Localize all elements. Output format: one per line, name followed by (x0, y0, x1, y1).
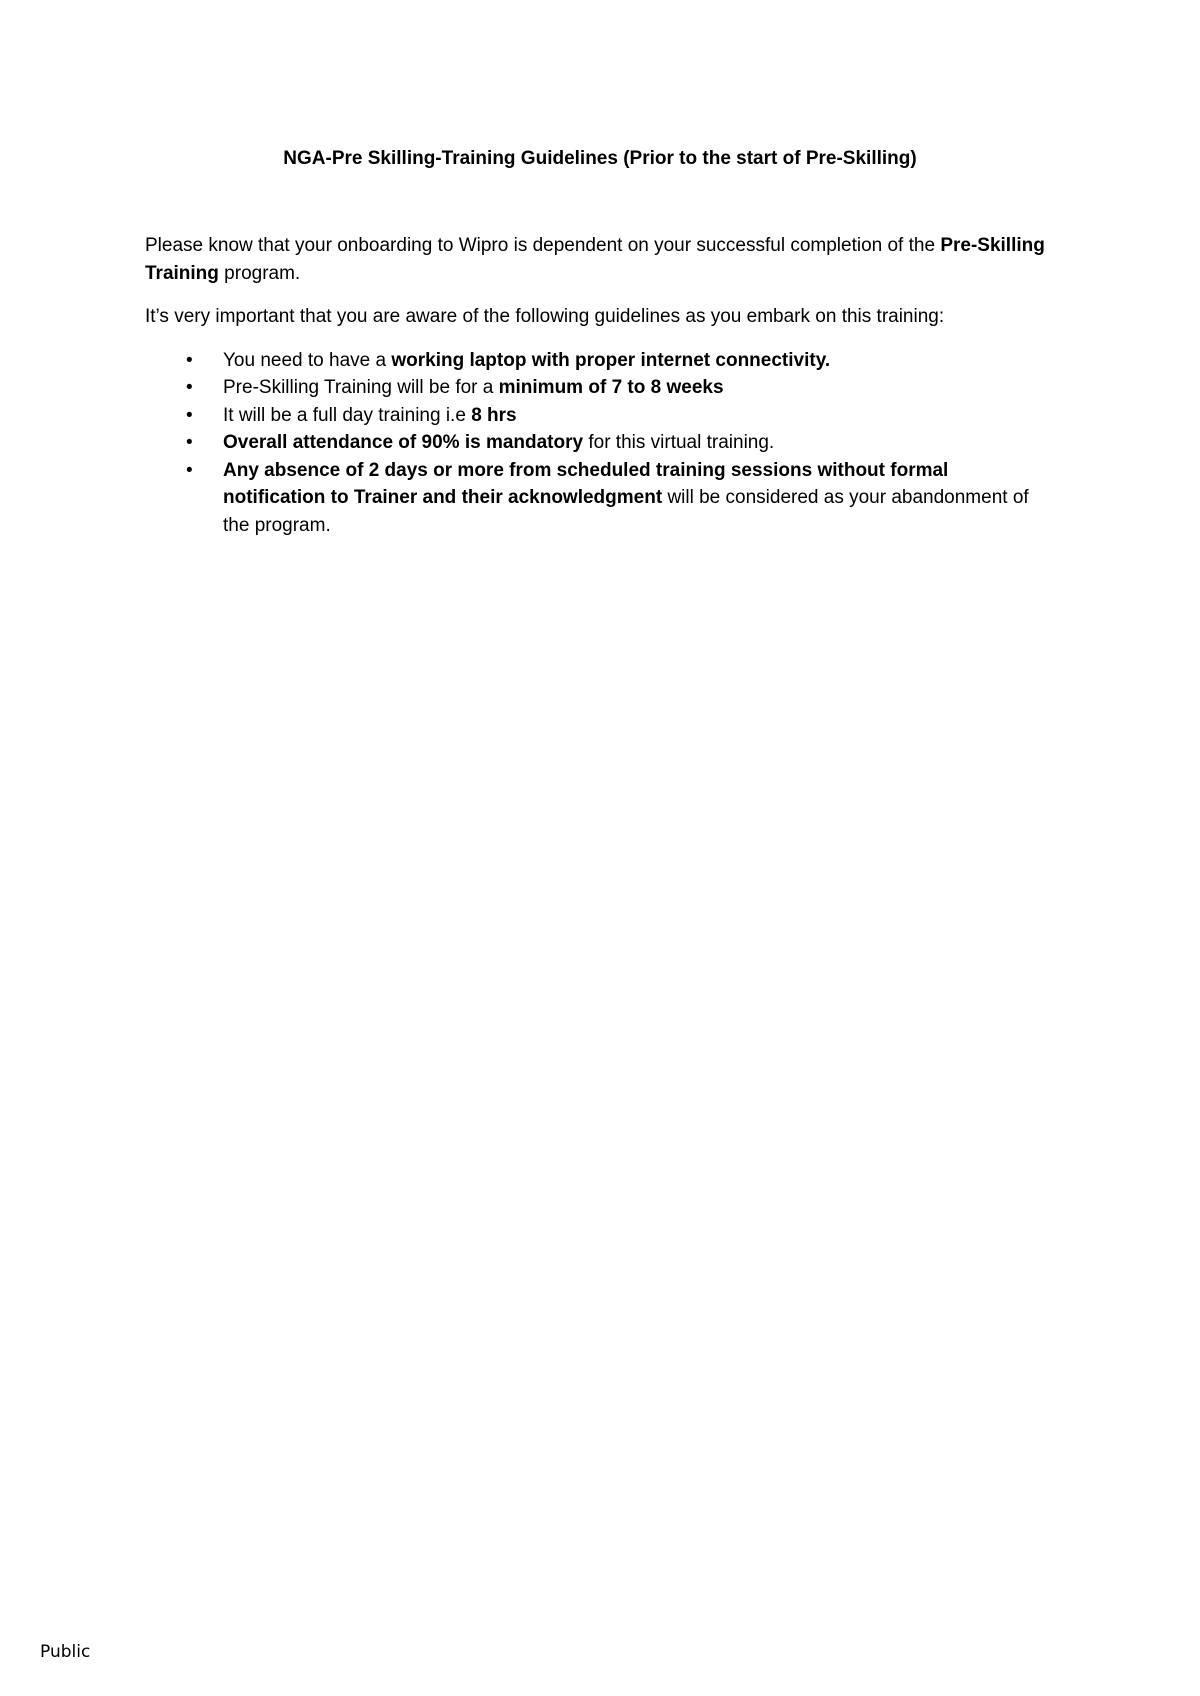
guideline-bold-text: minimum of 7 to 8 weeks (498, 377, 724, 398)
guideline-item-3 (145, 402, 1055, 430)
document-title: NGA-Pre Skilling-Training Guidelines (Prior to the start of Pre-Skilling) (283, 148, 917, 169)
guideline-item-2 (145, 374, 1055, 402)
guideline-text: for this virtual training. (583, 432, 775, 453)
awareness-paragraph: It’s very important that you are aware of the following guidelines as you embark on this training: (145, 306, 945, 327)
intro-paragraph (145, 232, 1055, 287)
bullet-icon: • (186, 432, 193, 453)
guideline-bold-text: 8 hrs (471, 404, 517, 426)
guideline-text: Pre-Skilling Training will be for a (223, 377, 499, 398)
bullet-icon: • (186, 377, 193, 398)
bullet-icon: • (186, 349, 193, 371)
guideline-item-5 (145, 457, 1055, 540)
guidelines-list (145, 347, 1055, 540)
guideline-item-4 (145, 429, 1055, 457)
classification-label: Public (40, 1642, 91, 1662)
intro-text-end: program. (218, 262, 301, 284)
document-body (145, 232, 1055, 539)
guideline-item-1 (145, 347, 1055, 375)
guideline-bold-text: Any absence of 2 days or more from scheduled training sessions without formal notification to Trainer and their acknowledgment (223, 459, 949, 508)
guideline-bold-text: Overall attendance of 90% is mandatory (223, 432, 584, 453)
bullet-icon: • (186, 459, 193, 481)
guideline-text: You need to have a (223, 349, 392, 371)
bullet-icon: • (186, 404, 193, 426)
guideline-bold-text: working laptop with proper internet connectivity. (391, 349, 831, 371)
intro-text-bold: Pre-Skilling Training (145, 235, 1045, 284)
guideline-text: It will be a full day training i.e (223, 404, 472, 426)
intro-text-start: Please know that your onboarding to Wipro is dependent on your successful completion of the (145, 235, 941, 256)
guideline-text: will be considered as your abandonment of the program. (223, 487, 1029, 536)
